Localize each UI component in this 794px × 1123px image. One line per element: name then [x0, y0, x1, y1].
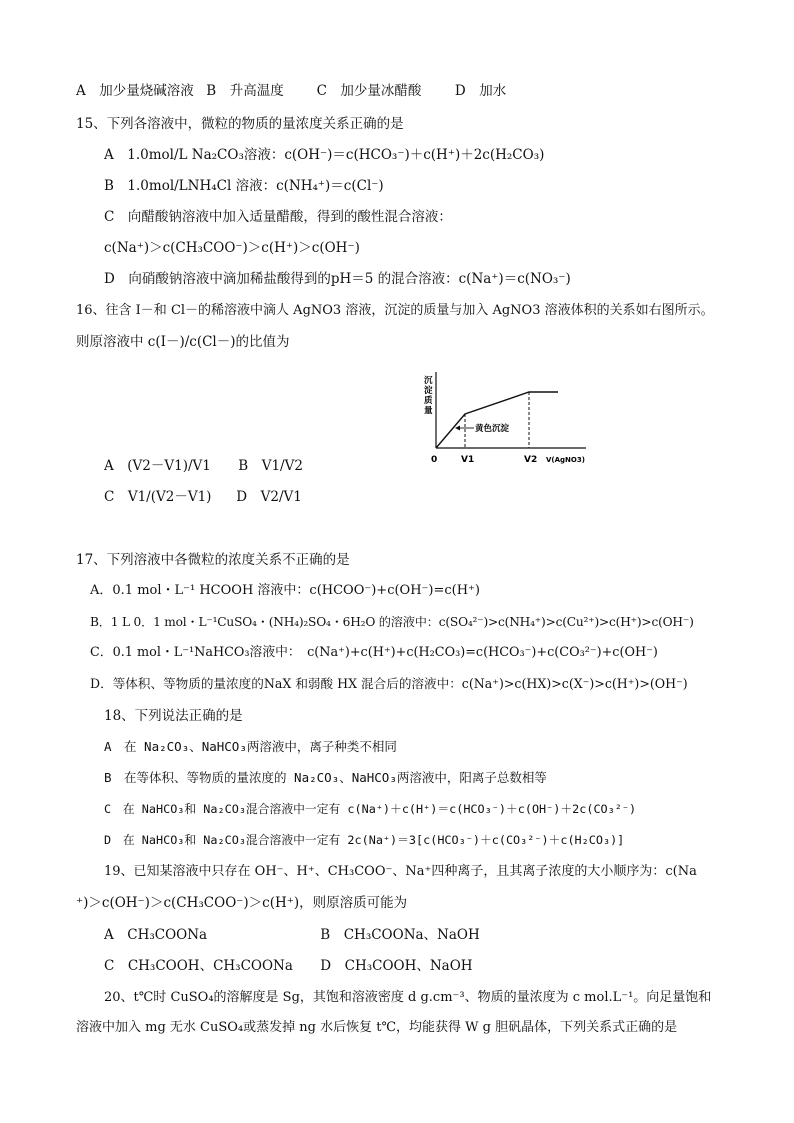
q16-option-d: D V2/V1 [236, 489, 302, 505]
q19-options-row2 [104, 956, 473, 976]
precipitate-mass-graph [418, 370, 590, 470]
y-axis-label-1: 沉 [424, 376, 433, 386]
q20-stem-line2: 溶液中加入 mg 无水 CuSO₄或蒸发掉 ng 水后恢复 t℃，均能获得 W g 胆矾晶体，下列关系式正确的是 [76, 1020, 678, 1035]
q19-options-row1 [104, 925, 480, 945]
q17-option-a: A．0.1 mol・L⁻¹ HCOOH 溶液中：c(HCOO⁻)+c(OH⁻)=c(H⁺) [90, 583, 480, 598]
q15-option-a: A 1.0mol/L Na₂CO₃溶液：c(OH⁻)＝c(HCO₃⁻)＋c(H⁺)＋2c(H₂CO₃) [104, 147, 545, 163]
origin-label: 0 [431, 455, 438, 465]
q17-stem: 17、下列溶液中各微粒的浓度关系不正确的是 [76, 552, 350, 568]
q17-option-d: D．等体积、等物质的量浓度的NaX 和弱酸 HX 混合后的溶液中：c(Na⁺)>c(HX)>c(X⁻)>c(H⁺)>(OH⁻) [90, 676, 688, 691]
q19-option-c: C CH₃COOH、CH₃COONa [104, 958, 293, 974]
q18-option-c: C 在 NaHCO₃和 Na₂CO₃混合溶液中一定有 c(Na⁺)＋c(H⁺)＝c(HCO₃⁻)＋c(OH⁻)＋2c(CO₃²⁻) [104, 802, 637, 816]
q17-option-c: C．0.1 mol・L⁻¹NaHCO₃溶液中： c(Na⁺)+c(H⁺)+c(H₂CO₃)=c(HCO₃⁻)+c(CO₃²⁻)+c(OH⁻) [90, 645, 658, 660]
annotation-yellow-precipitate: 黄色沉淀 [475, 424, 510, 434]
q16-option-b: B V1/V2 [238, 458, 303, 474]
q14-option-d: D 加水 [454, 83, 507, 99]
q15-stem: 15、下列各溶液中，微粒的物质的量浓度关系正确的是 [76, 116, 404, 132]
q19-stem-line1: 19、已知某溶液中只存在 OH⁻、H⁺、CH₃COO⁻、Na⁺四种离子，且其离子浓度的大小顺序为：c(Na [104, 864, 697, 879]
q15-option-b: B 1.0mol/LNH₄Cl 溶液：c(NH₄⁺)＝c(Cl⁻) [104, 178, 384, 194]
v1-label: V1 [461, 455, 475, 465]
q18-stem: 18、下列说法正确的是 [104, 708, 243, 724]
x-axis-label: V(AgNO3) [546, 456, 585, 464]
y-axis-label-4: 量 [424, 406, 433, 416]
q14-option-a: A 加少量烧碱溶液 [76, 83, 194, 99]
v2-label: V2 [524, 455, 538, 465]
q14-option-b: B 升高温度 [206, 83, 284, 99]
q15-option-d: D 向硝酸钠溶液中滴加稀盐酸得到的pH＝5 的混合溶液：c(Na⁺)＝c(NO₃⁻) [104, 271, 571, 287]
y-axis-label-2: 淀 [424, 386, 433, 396]
q16-option-a: A (V2－V1)/V1 [104, 458, 211, 474]
q18-option-a: A 在 Na₂CO₃、NaHCO₃两溶液中，离子种类不相同 [104, 739, 397, 754]
q16-stem-line2: 则原溶液中 c(I－)/c(Cl－)的比值为 [76, 334, 290, 350]
q16-options-row1 [104, 456, 303, 476]
q18-option-b: B 在等体积、等物质的量浓度的 Na₂CO₃、NaHCO₃两溶液中，阳离子总数相等 [104, 770, 547, 785]
q14-option-c: C 加少量冰醋酸 [316, 83, 422, 99]
q19-stem-line2: ⁺)＞c(OH⁻)＞c(CH₃COO⁻)＞c(H⁺)，则原溶质可能为 [76, 895, 408, 911]
y-axis-label-3: 质 [424, 396, 433, 406]
precipitate-curve [436, 392, 558, 448]
q16-options-row2 [104, 487, 302, 507]
q16-stem-line1: 16、往含 I－和 Cl－的稀溶液中滴人 AgNO3 溶液，沉淀的质量与加入 AgNO3 溶液体积的关系如右图所示。 [76, 303, 714, 318]
q15-option-c-line2: c(Na⁺)＞c(CH₃COO⁻)＞c(H⁺)＞c(OH⁻) [104, 240, 360, 256]
q19-option-a: A CH₃COONa [104, 927, 208, 943]
q20-stem-line1: 20、t℃时 CuSO₄的溶解度是 Sg，其饱和溶液密度 d g.cm⁻³、物质的量浓度为 c mol.L⁻¹。向足量饱和 [104, 990, 712, 1005]
q15-option-c-line1: C 向醋酸钠溶液中加入适量醋酸，得到的酸性混合溶液： [104, 209, 452, 225]
q19-option-b: B CH₃COONa、NaOH [320, 927, 480, 943]
annotation-arrowhead [455, 426, 460, 431]
q16-option-c: C V1/(V2－V1) [104, 489, 212, 505]
q17-option-b: B．1 L 0．1 mol・L⁻¹CuSO₄・(NH₄)₂SO₄・6H₂O 的溶液中：c(SO₄²⁻)>c(NH₄⁺)>c(Cu²⁺)>c(H⁺)>c(OH⁻) [90, 615, 694, 629]
q18-option-d: D 在 NaHCO₃和 Na₂CO₃混合溶液中一定有 2c(Na⁺)＝3[c(HCO₃⁻)＋c(CO₃²⁻)＋c(H₂CO₃)] [104, 833, 625, 847]
q19-option-d: D CH₃COOH、NaOH [320, 958, 473, 974]
q14-options [76, 81, 506, 101]
